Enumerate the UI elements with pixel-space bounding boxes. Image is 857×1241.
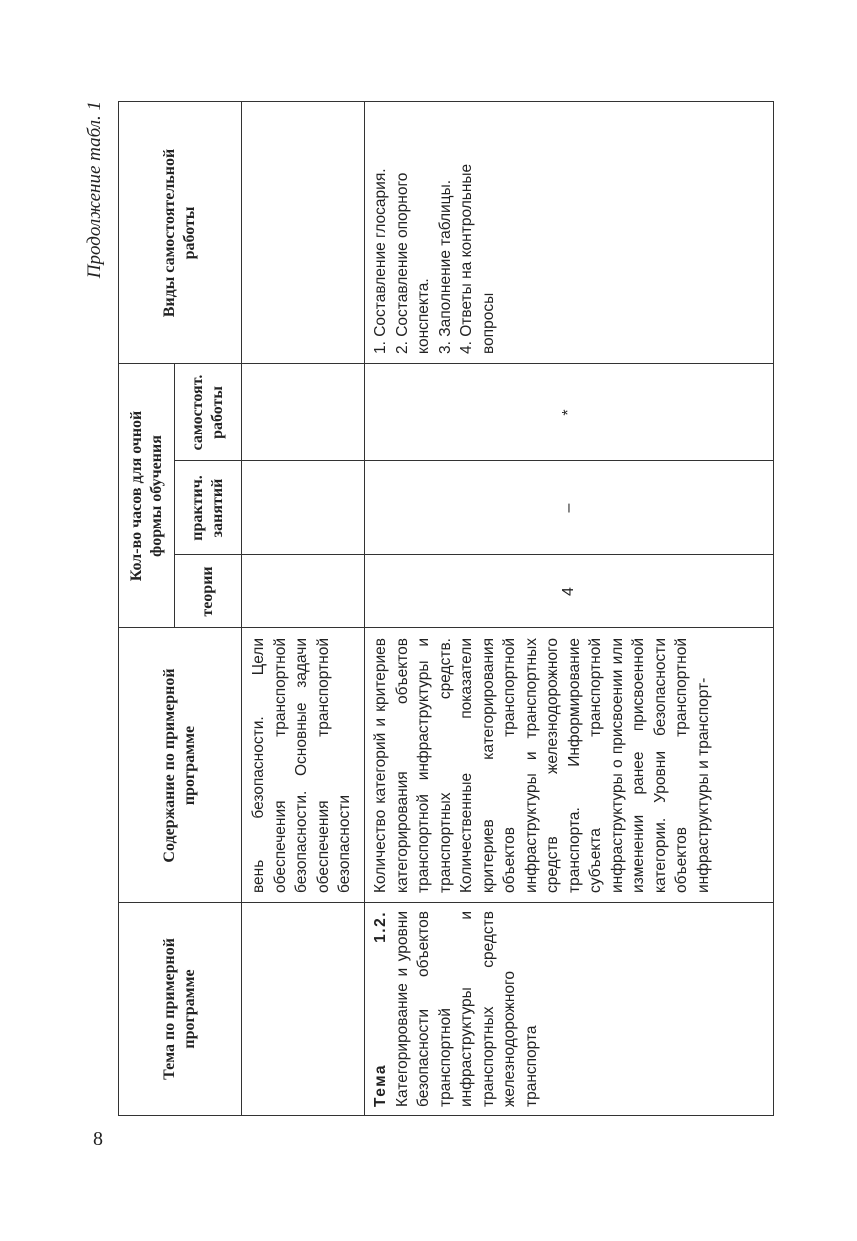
header-content: Содержание по примерной программе (161, 668, 198, 863)
row2-self-work (364, 102, 773, 364)
topic-title: Тема 1.2. (372, 911, 389, 1107)
rotated-page-content (84, 101, 774, 1116)
list-item: 2. Составление опорного конспекта. (393, 172, 432, 354)
curriculum-table (118, 101, 774, 1116)
header-topic: Тема по примерной программе (161, 938, 198, 1080)
page-number: 8 (93, 1128, 103, 1150)
topic-text: Категорирование и уровни безопасности объектов транспортной инфраструктуры и транспортных средств железнодорожного транспорта (393, 911, 540, 1107)
row2-content: Количество категорий и критериев категорирования объектов транспортной инфраструктуры и транспортных средств. Количественные показатели критериев категорирования объектов транспортной инфраструктуры и транспортных средств железнодорожного транспорта. Информирование субъекта транспортной инфраструктуры о присвоении или изменении ранее присвоенной категории. Уровни безопасности объектов транспортной инфраструктуры и транспорт- (372, 638, 712, 893)
list-item: 3. Заполнение таблицы. (436, 179, 454, 354)
table-caption: Продолжение табл. 1 (84, 101, 105, 279)
row2-theory-hours: 4 (559, 587, 577, 596)
list-item: 1. Составление глосария. (372, 168, 389, 354)
header-self-work: Виды самостоятельной работы (161, 148, 198, 318)
header-theory: теории (198, 566, 216, 617)
header-hours: Кол-во часов для очной формы обучения (127, 410, 165, 582)
header-practice: практич. занятий (188, 475, 226, 541)
row2-practice-hours: – (559, 503, 577, 513)
row2-topic (364, 903, 773, 1115)
header-row-divider (241, 102, 242, 1115)
row2-self-hours: * (559, 409, 577, 416)
list-item: 4. Ответы на контрольные вопросы (458, 163, 497, 354)
header-self-hours: самостоят. работы (188, 374, 226, 451)
self-work-list (370, 112, 499, 354)
row1-content: вень безопасности. Цели обеспечения транспортной безопасности. Основные задачи обеспечения транспортной безопасности (250, 638, 353, 893)
